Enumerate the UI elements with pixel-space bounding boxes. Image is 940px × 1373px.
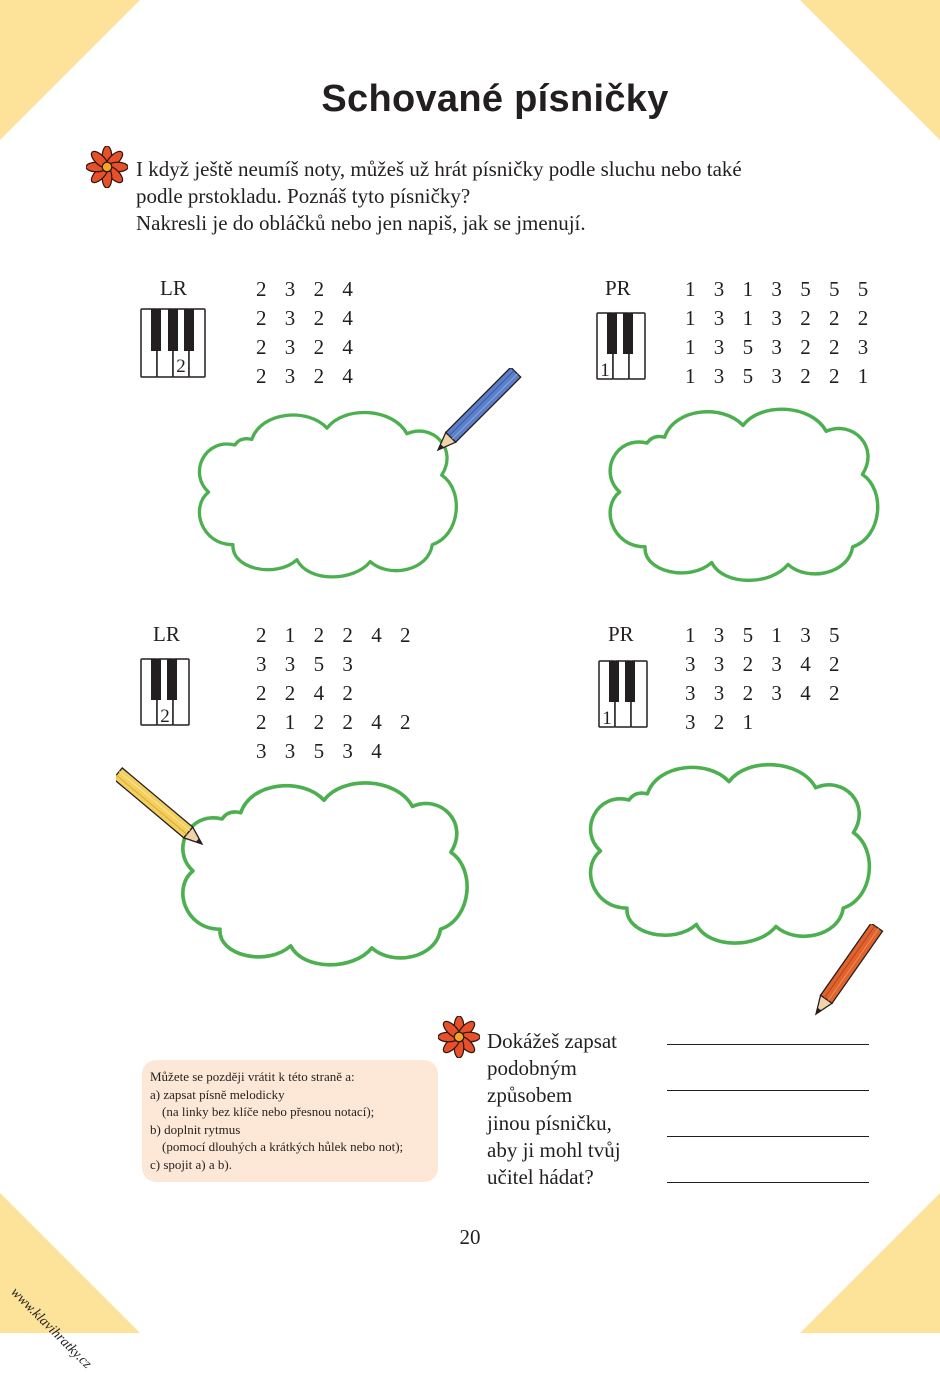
fingering-row bbox=[256, 650, 429, 679]
finger-digit: 2 bbox=[828, 364, 840, 388]
finger-digit: 4 bbox=[371, 739, 382, 763]
finger-digit: 3 bbox=[771, 277, 782, 301]
answer-line[interactable] bbox=[667, 1090, 869, 1091]
finger-digit: 3 bbox=[771, 306, 782, 330]
finger-digit: 2 bbox=[713, 710, 725, 734]
finger-digit: 1 bbox=[857, 364, 869, 388]
finger-digit: 3 bbox=[256, 652, 267, 676]
intro-line-3: Nakresli je do obláčků nebo jen napiš, jak se jmenují. bbox=[136, 211, 586, 235]
finger-digit: 3 bbox=[284, 739, 296, 763]
flower-icon bbox=[438, 1016, 480, 1058]
piano-keys-icon bbox=[596, 312, 646, 382]
finger-digit: 3 bbox=[713, 652, 725, 676]
finger-digit: 5 bbox=[313, 652, 325, 676]
finger-digit: 1 bbox=[685, 277, 696, 301]
finger-digit: 2 bbox=[342, 681, 353, 705]
finger-digit: 3 bbox=[284, 364, 296, 388]
finger-digit: 1 bbox=[771, 623, 782, 647]
drawing-cloud[interactable] bbox=[168, 770, 480, 974]
teacher-note bbox=[142, 1060, 438, 1182]
answer-line[interactable] bbox=[667, 1136, 869, 1137]
finger-digit: 2 bbox=[256, 335, 267, 359]
hand-label: LR bbox=[160, 276, 187, 300]
finger-digit: 2 bbox=[399, 710, 411, 734]
finger-digit: 3 bbox=[256, 739, 267, 763]
question-text bbox=[487, 1028, 657, 1191]
question-line: podobným bbox=[487, 1056, 577, 1081]
finger-digit: 1 bbox=[685, 306, 696, 330]
finger-digit: 5 bbox=[828, 623, 840, 647]
finger-digit: 2 bbox=[313, 306, 325, 330]
note-line: c) spojit a) a b). bbox=[150, 1156, 232, 1172]
finger-digit: 4 bbox=[371, 710, 382, 734]
finger-number: 1 bbox=[600, 360, 610, 381]
finger-digit: 3 bbox=[284, 306, 296, 330]
finger-digit: 1 bbox=[284, 710, 296, 734]
finger-digit: 3 bbox=[713, 306, 725, 330]
finger-digit: 1 bbox=[685, 364, 696, 388]
intro-line-2: podle prstokladu. Poznáš tyto písničky? bbox=[136, 184, 471, 208]
note-line: a) zapsat písně melodicky bbox=[150, 1086, 285, 1102]
finger-digit: 2 bbox=[284, 681, 296, 705]
finger-digit: 3 bbox=[284, 277, 296, 301]
fingering-row bbox=[685, 708, 858, 737]
finger-digit: 2 bbox=[256, 277, 267, 301]
question-line: učitel hádat? bbox=[487, 1165, 594, 1190]
drawing-cloud[interactable] bbox=[588, 400, 898, 586]
song-fingering-4 bbox=[685, 621, 858, 737]
finger-digit: 2 bbox=[342, 710, 353, 734]
finger-digit: 4 bbox=[800, 652, 811, 676]
finger-digit: 3 bbox=[685, 710, 696, 734]
finger-digit: 2 bbox=[256, 306, 267, 330]
fingering-row bbox=[256, 708, 429, 737]
note-line: b) doplnit rytmus bbox=[150, 1121, 241, 1137]
finger-digit: 2 bbox=[256, 623, 267, 647]
fingering-row bbox=[256, 275, 371, 304]
fingering-row bbox=[685, 621, 858, 650]
drawing-cloud[interactable] bbox=[186, 398, 468, 588]
question-line: Dokážeš zapsat bbox=[487, 1029, 618, 1053]
finger-digit: 3 bbox=[713, 335, 725, 359]
finger-digit: 3 bbox=[771, 681, 782, 705]
finger-digit: 2 bbox=[313, 710, 325, 734]
finger-digit: 2 bbox=[313, 364, 325, 388]
finger-digit: 2 bbox=[742, 652, 754, 676]
fingering-row bbox=[256, 737, 429, 766]
finger-digit: 5 bbox=[313, 739, 325, 763]
answer-line[interactable] bbox=[667, 1044, 869, 1045]
fingering-row bbox=[256, 333, 371, 362]
song-fingering-3 bbox=[256, 621, 429, 766]
finger-digit: 1 bbox=[742, 306, 754, 330]
question-line: jinou písničku, bbox=[487, 1110, 612, 1135]
finger-digit: 4 bbox=[342, 277, 353, 301]
finger-digit: 3 bbox=[342, 652, 353, 676]
finger-digit: 2 bbox=[828, 306, 840, 330]
website-url[interactable]: www.klavihratky.cz bbox=[7, 1285, 95, 1372]
hand-label: LR bbox=[153, 622, 180, 646]
question-line: aby ji mohl tvůj bbox=[487, 1137, 621, 1162]
finger-digit: 5 bbox=[742, 335, 754, 359]
pencil-icon bbox=[116, 766, 208, 850]
finger-digit: 4 bbox=[800, 681, 811, 705]
fingering-row bbox=[256, 304, 371, 333]
note-line: Můžete se později vrátit k této straně a: bbox=[150, 1069, 355, 1084]
corner-decoration-bottom-left bbox=[0, 1193, 140, 1333]
song-fingering-1 bbox=[256, 275, 371, 391]
intro-text bbox=[136, 156, 836, 237]
answer-line[interactable] bbox=[667, 1182, 869, 1183]
note-line: (na linky bez klíče nebo přesnou notací); bbox=[162, 1104, 375, 1120]
finger-digit: 2 bbox=[742, 681, 754, 705]
finger-digit: 1 bbox=[685, 335, 696, 359]
finger-digit: 3 bbox=[713, 277, 725, 301]
song-fingering-2 bbox=[685, 275, 887, 391]
finger-digit: 2 bbox=[399, 623, 411, 647]
fingering-row bbox=[256, 679, 429, 708]
finger-digit: 2 bbox=[800, 335, 811, 359]
piano-keys-icon bbox=[598, 660, 648, 730]
finger-digit: 2 bbox=[342, 623, 353, 647]
note-line: (pomocí dlouhých a krátkých hůlek nebo not); bbox=[162, 1139, 404, 1155]
fingering-row bbox=[256, 621, 429, 650]
piano-keys-icon bbox=[140, 658, 190, 728]
fingering-row bbox=[685, 333, 887, 362]
finger-digit: 2 bbox=[313, 277, 325, 301]
finger-digit: 3 bbox=[284, 335, 296, 359]
finger-digit: 3 bbox=[284, 652, 296, 676]
finger-digit: 2 bbox=[828, 681, 840, 705]
finger-digit: 4 bbox=[342, 364, 353, 388]
finger-digit: 3 bbox=[771, 364, 782, 388]
finger-number: 1 bbox=[602, 708, 612, 729]
finger-digit: 4 bbox=[371, 623, 382, 647]
finger-digit: 2 bbox=[313, 623, 325, 647]
finger-digit: 2 bbox=[857, 306, 869, 330]
question-line: způsobem bbox=[487, 1083, 573, 1108]
finger-digit: 3 bbox=[713, 623, 725, 647]
pencil-icon bbox=[810, 924, 886, 1020]
finger-digit: 3 bbox=[685, 681, 696, 705]
finger-digit: 2 bbox=[800, 306, 811, 330]
finger-digit: 2 bbox=[800, 364, 811, 388]
finger-digit: 1 bbox=[742, 277, 754, 301]
flower-icon bbox=[86, 146, 128, 188]
finger-digit: 1 bbox=[284, 623, 296, 647]
finger-digit: 4 bbox=[342, 335, 353, 359]
finger-digit: 4 bbox=[342, 306, 353, 330]
fingering-row bbox=[685, 362, 887, 391]
fingering-row bbox=[685, 650, 858, 679]
finger-digit: 5 bbox=[742, 623, 754, 647]
finger-digit: 2 bbox=[256, 364, 267, 388]
pencil-icon bbox=[432, 368, 524, 456]
finger-digit: 5 bbox=[857, 277, 869, 301]
finger-digit: 2 bbox=[828, 335, 840, 359]
finger-digit: 5 bbox=[742, 364, 754, 388]
finger-digit: 2 bbox=[828, 652, 840, 676]
finger-digit: 1 bbox=[742, 710, 754, 734]
finger-number: 2 bbox=[176, 356, 186, 377]
fingering-row bbox=[685, 304, 887, 333]
finger-digit: 3 bbox=[342, 739, 353, 763]
fingering-row bbox=[256, 362, 371, 391]
finger-digit: 3 bbox=[800, 623, 811, 647]
piano-keys-icon bbox=[140, 308, 206, 380]
page-number: 20 bbox=[459, 1225, 481, 1249]
hand-label: PR bbox=[608, 622, 634, 646]
finger-digit: 2 bbox=[256, 710, 267, 734]
finger-digit: 2 bbox=[313, 335, 325, 359]
finger-digit: 3 bbox=[771, 335, 782, 359]
finger-digit: 2 bbox=[256, 681, 267, 705]
finger-digit: 4 bbox=[313, 681, 325, 705]
page-title: Schované písničky bbox=[321, 78, 669, 120]
finger-digit: 3 bbox=[713, 681, 725, 705]
fingering-row bbox=[685, 679, 858, 708]
finger-digit: 5 bbox=[800, 277, 811, 301]
finger-digit: 3 bbox=[685, 652, 696, 676]
finger-digit: 1 bbox=[685, 623, 696, 647]
finger-digit: 5 bbox=[828, 277, 840, 301]
finger-number: 2 bbox=[160, 706, 170, 727]
finger-digit: 3 bbox=[857, 335, 869, 359]
corner-decoration-bottom-right bbox=[800, 1193, 940, 1333]
intro-line-1: I když ještě neumíš noty, můžeš už hrát písničky podle sluchu nebo také bbox=[136, 157, 742, 181]
fingering-row bbox=[685, 275, 887, 304]
hand-label: PR bbox=[605, 276, 631, 300]
finger-digit: 3 bbox=[771, 652, 782, 676]
finger-digit: 3 bbox=[713, 364, 725, 388]
